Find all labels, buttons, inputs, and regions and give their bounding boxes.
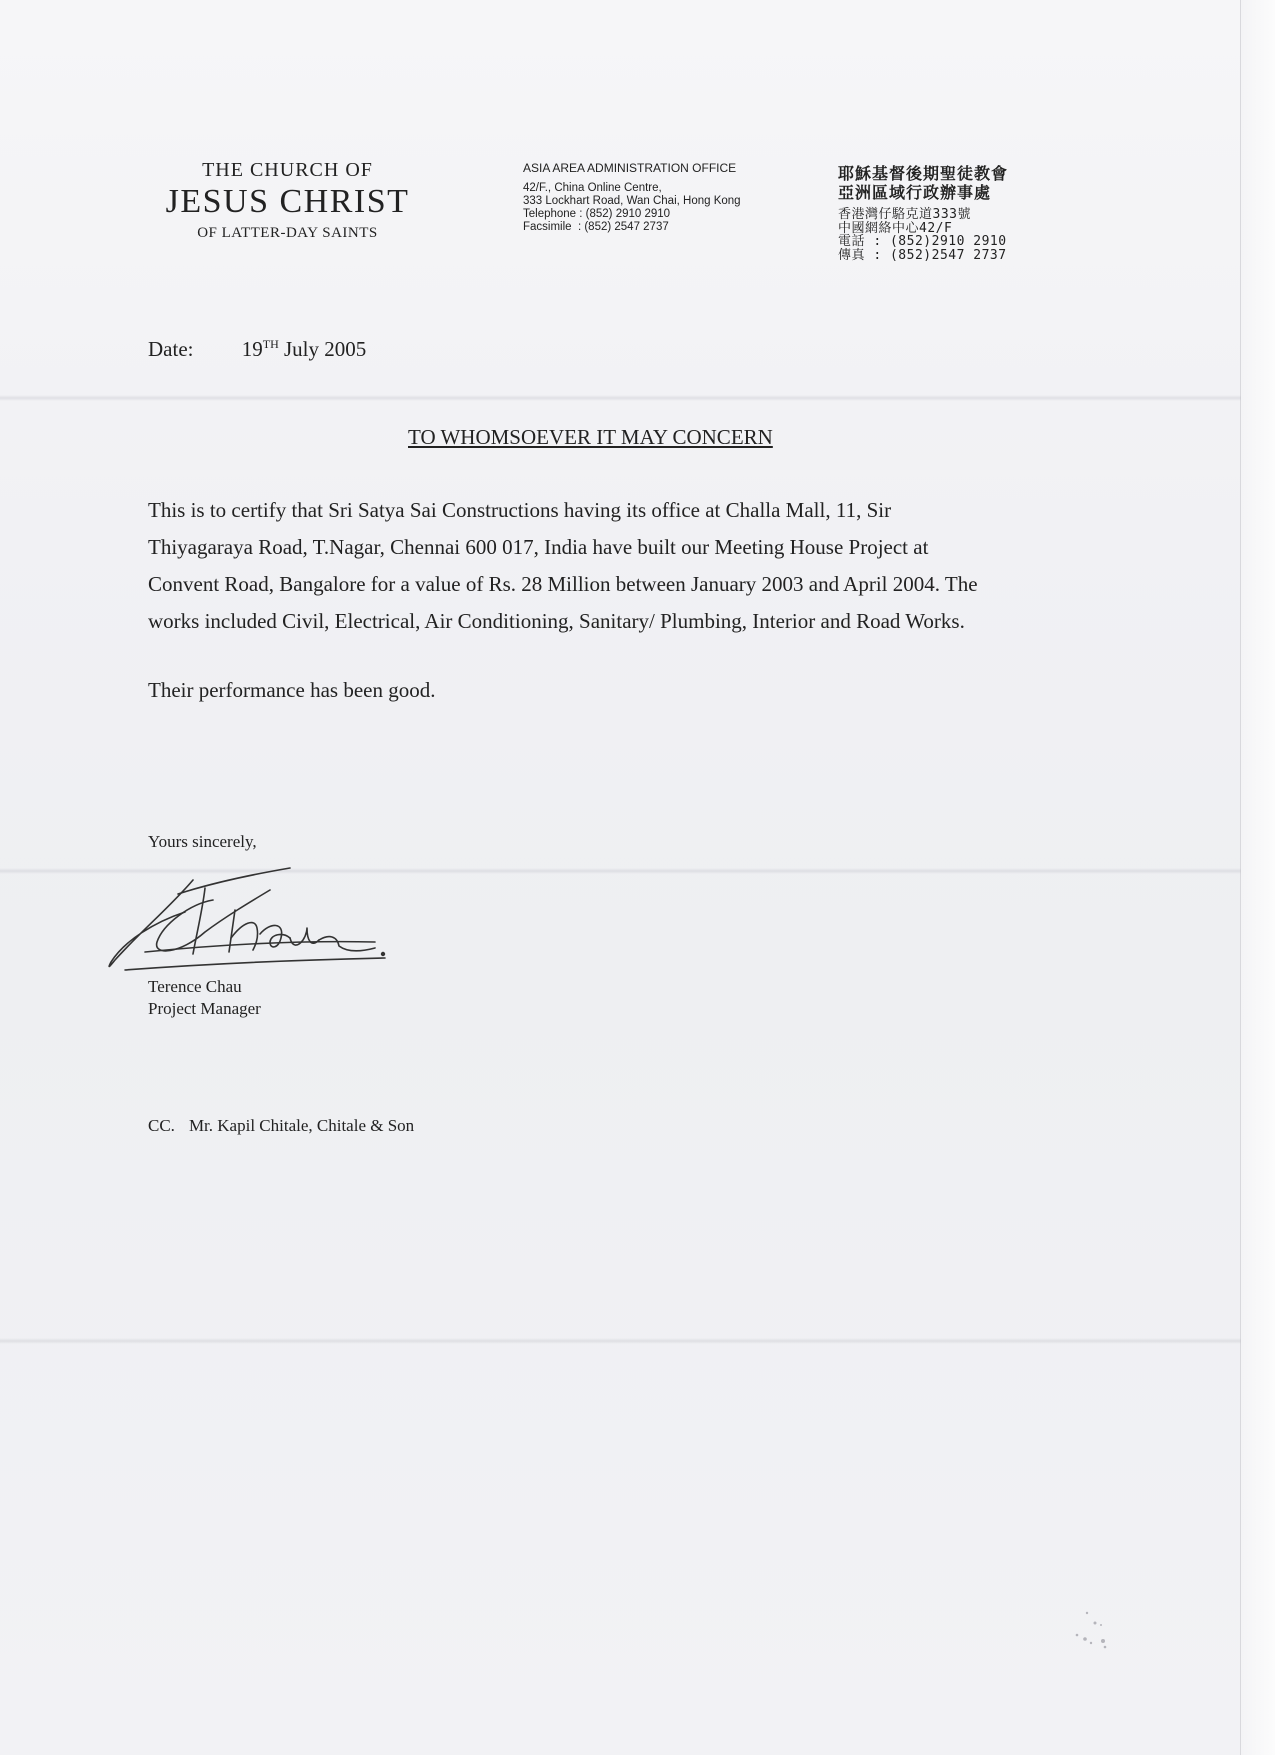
handwritten-signature	[85, 862, 425, 987]
chinese-name-line: 亞洲區域行政辦事處	[838, 183, 992, 202]
date-suffix: TH	[262, 337, 279, 351]
letter-date	[148, 337, 366, 362]
chinese-name-line: 耶穌基督後期聖徒教會	[838, 164, 1009, 183]
letter-subject: TO WHOMSOEVER IT MAY CONCERN	[408, 425, 773, 449]
office-telephone: Telephone : (852) 2910 2910	[523, 208, 671, 220]
office-address-line: 333 Lockhart Road, Wan Chai, Hong Kong	[523, 195, 741, 207]
chinese-address-line: 香港灣仔駱克道333號	[838, 207, 971, 222]
chinese-fax: 傳真 : (852)2547 2737	[838, 247, 1007, 263]
letter-body	[148, 492, 1148, 640]
logo-line-1: THE CHURCH OF	[202, 159, 373, 181]
body-line: Thiyagaraya Road, T.Nagar, Chennai 600 017, India have built our Meeting House Project at	[148, 535, 929, 559]
date-label: Date:	[148, 337, 194, 361]
chinese-address-line: 中國網絡中心42/F	[838, 220, 953, 236]
office-facsimile: Facsimile : (852) 2547 2737	[523, 221, 669, 233]
chinese-telephone: 電話 : (852)2910 2910	[838, 234, 1007, 249]
church-logo	[150, 158, 425, 244]
paper-fold	[0, 1338, 1241, 1344]
signatory-block	[148, 976, 261, 1020]
body-line: Convent Road, Bangalore for a value of Rs. 28 Million between January 2003 and April 2004. The	[148, 572, 978, 596]
logo-line-3: OF LATTER-DAY SAINTS	[197, 225, 378, 241]
carbon-copy	[148, 1116, 414, 1136]
body-line: works included Civil, Electrical, Air Conditioning, Sanitary/ Plumbing, Interior and Road Works.	[148, 609, 965, 633]
closing-salutation: Yours sincerely,	[148, 832, 257, 851]
body-line: This is to certify that Sri Satya Sai Constructions having its office at Challa Mall, 11, Sir	[148, 498, 892, 522]
scan-specks	[1065, 1605, 1125, 1665]
date-day: 19	[241, 337, 263, 361]
date-value	[242, 337, 367, 361]
cc-label: CC.	[148, 1116, 175, 1135]
signatory-name: Terence Chau	[148, 977, 242, 996]
cc-recipient: Mr. Kapil Chitale, Chitale & Son	[188, 1116, 415, 1135]
chinese-address-block	[838, 164, 1008, 262]
performance-statement: Their performance has been good.	[148, 678, 436, 702]
office-address-block	[523, 162, 741, 234]
date-month-year: July 2005	[278, 337, 367, 361]
paper-fold	[0, 395, 1241, 401]
logo-line-2: JESUS CHRIST	[165, 183, 410, 220]
signatory-title: Project Manager	[148, 999, 261, 1018]
office-address-line: 42/F., China Online Centre,	[523, 182, 662, 194]
scan-edge	[1240, 0, 1275, 1755]
office-heading: ASIA AREA ADMINISTRATION OFFICE	[523, 161, 737, 175]
